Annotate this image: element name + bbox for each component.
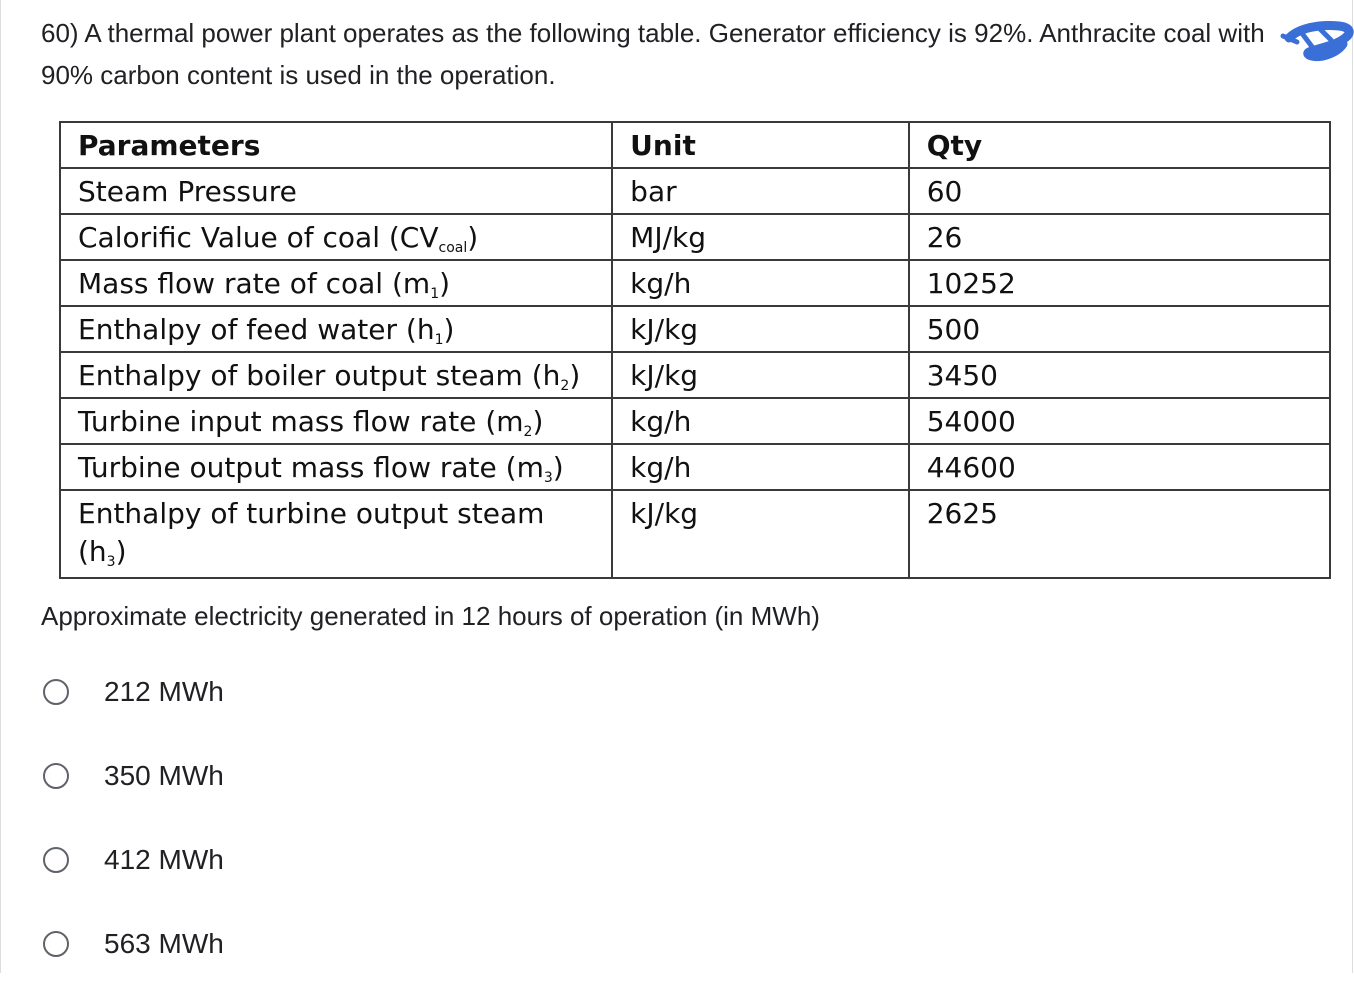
qty-cell: 3450 (909, 352, 1330, 398)
table-row (60, 352, 1330, 398)
unit-cell: kJ/kg (612, 306, 909, 352)
option-label[interactable]: 350 MWh (104, 760, 224, 791)
unit-cell: MJ/kg (612, 214, 909, 260)
qty-cell: 60 (909, 168, 1330, 214)
unit-cell: kg/h (612, 398, 909, 444)
table-row (60, 490, 1330, 578)
question-text: 60) A thermal power plant operates as the following table. Generator efficiency is 92%. Anthracite coal with 90% carbon content is used in the operation. (41, 18, 1265, 90)
radio-button[interactable] (43, 847, 69, 873)
table-row (60, 214, 1330, 260)
table-header-row (60, 122, 1330, 168)
param-cell: Calorific Value of coal $(CV_{coal})$ (60, 214, 612, 260)
radio-button[interactable] (43, 679, 69, 705)
header-parameters: Parameters (60, 122, 612, 168)
qty-cell: 26 (909, 214, 1330, 260)
unit-cell: kJ/kg (612, 352, 909, 398)
option-350-mwh[interactable] (41, 748, 224, 832)
option-label[interactable]: 212 MWh (104, 676, 224, 707)
option-212-mwh[interactable] (41, 664, 224, 748)
unit-cell: kg/h (612, 444, 909, 490)
param-cell: Turbine output mass flow rate $(m_3)$ (60, 444, 612, 490)
option-label[interactable]: 412 MWh (104, 844, 224, 875)
table-row (60, 168, 1330, 214)
qty-cell: 2625 (909, 490, 1330, 578)
option-label[interactable]: 563 MWh (104, 928, 224, 959)
radio-button[interactable] (43, 763, 69, 789)
header-unit: Unit (612, 122, 909, 168)
radio-button[interactable] (43, 931, 69, 957)
unit-cell: bar (612, 168, 909, 214)
parameters-table (59, 121, 1331, 579)
pen-scribble-mark (1279, 18, 1354, 62)
table-row (60, 306, 1330, 352)
table-row (60, 444, 1330, 490)
unit-cell: kJ/kg (612, 490, 909, 578)
param-cell: Enthalpy of feed water $(h_1)$ (60, 306, 612, 352)
param-cell: Mass flow rate of coal $(m_1)$ (60, 260, 612, 306)
answer-options (41, 664, 224, 1000)
table-row (60, 260, 1330, 306)
option-412-mwh[interactable] (41, 832, 224, 916)
header-qty: Qty (909, 122, 1330, 168)
param-cell: Steam Pressure (60, 168, 612, 214)
qty-cell: 10252 (909, 260, 1330, 306)
table-row (60, 398, 1330, 444)
param-cell: Enthalpy of boiler output steam $(h_2)$ (60, 352, 612, 398)
qty-cell: 54000 (909, 398, 1330, 444)
param-cell: Turbine input mass flow rate $(m_2)$ (60, 398, 612, 444)
option-563-mwh[interactable] (41, 916, 224, 1000)
qty-cell: 44600 (909, 444, 1330, 490)
param-cell: Enthalpy of turbine output steam $(h_3)$ (60, 490, 612, 578)
unit-cell: kg/h (612, 260, 909, 306)
qty-cell: 500 (909, 306, 1330, 352)
question-prompt: Approximate electricity generated in 12 hours of operation (in MWh) (41, 601, 820, 631)
